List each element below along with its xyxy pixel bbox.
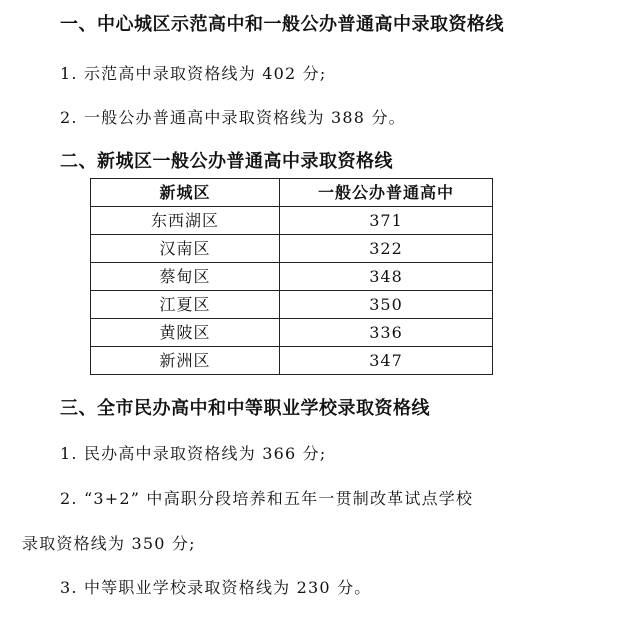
table-row bbox=[91, 319, 493, 347]
heading-section-1: 一、中心城区示范高中和一般公办普通高中录取资格线 bbox=[60, 14, 504, 35]
table-header-row bbox=[91, 179, 493, 207]
table-cell-district: 汉南区 bbox=[91, 235, 280, 263]
table-cell-district: 黄陂区 bbox=[91, 319, 280, 347]
paragraph-vocational-pilot-line-continued: 录取资格线为 350 分; bbox=[22, 534, 196, 553]
table-header-public-high-school: 一般公办普通高中 bbox=[280, 179, 493, 207]
table-header-district: 新城区 bbox=[91, 179, 280, 207]
table-cell-score: 350 bbox=[280, 291, 493, 319]
paragraph-model-high-school-line: 1. 示范高中录取资格线为 402 分; bbox=[60, 64, 327, 83]
table-row bbox=[91, 291, 493, 319]
table-cell-district: 新洲区 bbox=[91, 347, 280, 375]
table-cell-score: 371 bbox=[280, 207, 493, 235]
new-district-score-table bbox=[90, 178, 493, 375]
table-cell-district: 蔡甸区 bbox=[91, 263, 280, 291]
paragraph-private-high-school-line: 1. 民办高中录取资格线为 366 分; bbox=[60, 444, 327, 463]
table-cell-district: 东西湖区 bbox=[91, 207, 280, 235]
table-cell-score: 322 bbox=[280, 235, 493, 263]
table-cell-district: 江夏区 bbox=[91, 291, 280, 319]
table-cell-score: 347 bbox=[280, 347, 493, 375]
table-row bbox=[91, 207, 493, 235]
paragraph-general-public-high-school-line: 2. 一般公办普通高中录取资格线为 388 分。 bbox=[60, 108, 406, 127]
heading-section-3: 三、全市民办高中和中等职业学校录取资格线 bbox=[60, 398, 430, 419]
table-row bbox=[91, 347, 493, 375]
paragraph-secondary-vocational-line: 3. 中等职业学校录取资格线为 230 分。 bbox=[60, 578, 372, 597]
table-row bbox=[91, 235, 493, 263]
table-row bbox=[91, 263, 493, 291]
paragraph-vocational-pilot-line: 2. “3+2” 中高职分段培养和五年一贯制改革试点学校 bbox=[60, 489, 474, 508]
table-cell-score: 336 bbox=[280, 319, 493, 347]
heading-section-2: 二、新城区一般公办普通高中录取资格线 bbox=[60, 151, 393, 172]
table-cell-score: 348 bbox=[280, 263, 493, 291]
